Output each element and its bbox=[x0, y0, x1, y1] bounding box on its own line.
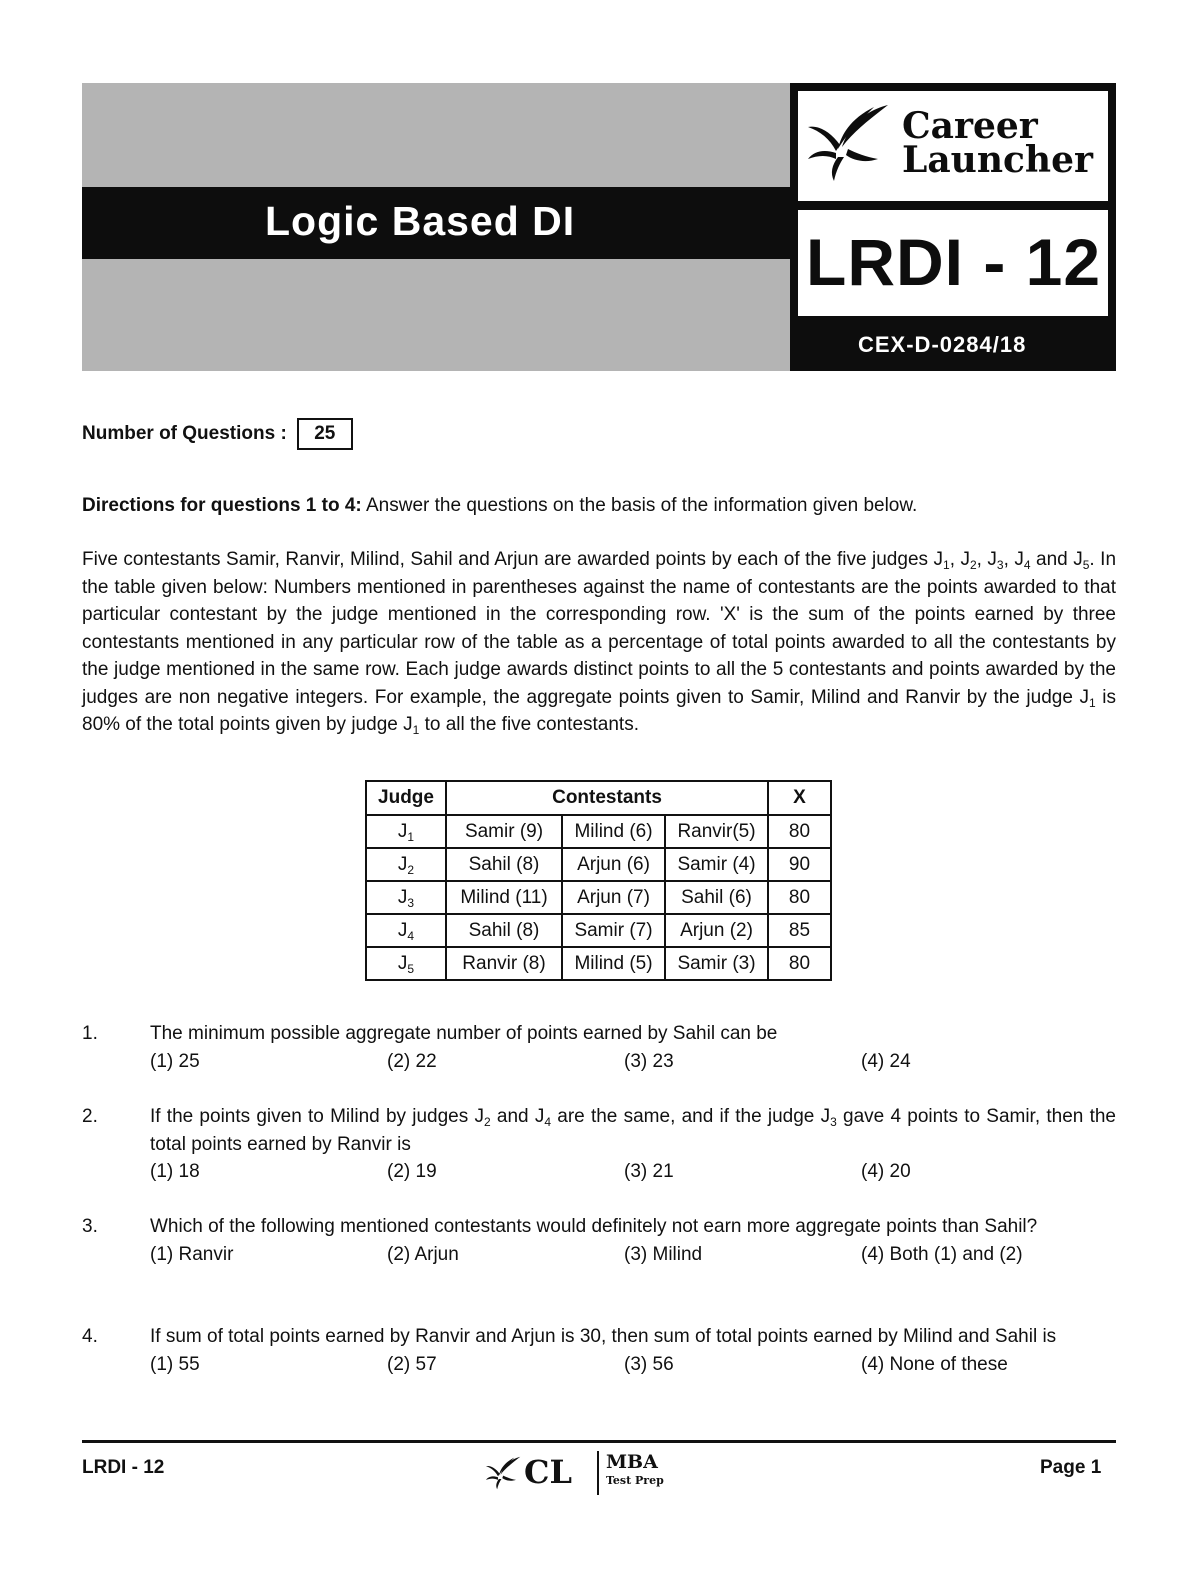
judge-label: J bbox=[397, 853, 408, 875]
contestant-cell: Milind (5) bbox=[562, 947, 665, 980]
contestant-cell: Sahil (6) bbox=[665, 881, 768, 914]
question-1 bbox=[82, 1020, 1116, 1075]
logo-mba: MBA bbox=[606, 1451, 658, 1473]
contestant-cell: Samir (4) bbox=[665, 848, 768, 881]
header-x: X bbox=[768, 781, 831, 815]
num-questions-label: Number of Questions : bbox=[82, 423, 287, 445]
answer-option[interactable]: (1) 55 bbox=[150, 1353, 200, 1375]
logo-separator bbox=[597, 1451, 599, 1495]
answer-option[interactable]: (3) 21 bbox=[624, 1161, 674, 1182]
passage-text: to all the five contestants. bbox=[419, 714, 639, 735]
question-text: If sum of total points earned by Ranvir and Arjun is 30, then sum of total points earned by Milind and Sahil is bbox=[150, 1326, 1057, 1347]
question-number: 4. bbox=[82, 1326, 98, 1347]
answer-option[interactable]: (3) 56 bbox=[624, 1353, 674, 1375]
question-number: 2. bbox=[82, 1106, 98, 1127]
contestant-cell: Ranvir (8) bbox=[446, 947, 562, 980]
directions bbox=[82, 492, 1116, 519]
page-number: Page 1 bbox=[1040, 1457, 1102, 1478]
subscript: 5 bbox=[407, 961, 415, 976]
contestant-cell: Arjun (7) bbox=[562, 881, 665, 914]
page-title: Logic Based DI bbox=[265, 198, 576, 244]
subscript: 1 bbox=[943, 558, 950, 572]
question-text bbox=[150, 1103, 1116, 1158]
subscript: 2 bbox=[483, 1115, 491, 1129]
contestant-cell: Samir (3) bbox=[665, 947, 768, 980]
judge-label: J bbox=[397, 886, 408, 908]
footer-module-code: LRDI - 12 bbox=[82, 1457, 165, 1478]
brand-line-1: Career bbox=[902, 105, 1038, 147]
header-judge: Judge bbox=[366, 781, 446, 815]
judge-label: J bbox=[397, 820, 408, 842]
subscript: 2 bbox=[969, 558, 977, 572]
directions-label: Directions for questions 1 to 4: bbox=[82, 495, 362, 516]
table-row bbox=[366, 881, 831, 914]
logo-cl: CL bbox=[524, 1453, 572, 1491]
x-cell: 80 bbox=[768, 815, 831, 848]
contestant-cell: Milind (6) bbox=[562, 815, 665, 848]
answer-option[interactable]: (4) None of these bbox=[861, 1353, 1008, 1375]
answer-option[interactable]: (2) Arjun bbox=[387, 1243, 459, 1265]
answer-option[interactable]: (2) 19 bbox=[387, 1161, 437, 1182]
table-row bbox=[366, 815, 831, 848]
passage-text: , J bbox=[949, 549, 970, 570]
subscript: 4 bbox=[544, 1115, 552, 1129]
judge-cell bbox=[366, 848, 446, 881]
passage-text: , J bbox=[976, 549, 997, 570]
subscript: 3 bbox=[407, 895, 415, 910]
subscript: 1 bbox=[1089, 695, 1096, 710]
judge-cell bbox=[366, 914, 446, 947]
answer-options bbox=[150, 1241, 1116, 1269]
subscript: 1 bbox=[412, 723, 420, 737]
number-of-questions bbox=[82, 418, 353, 450]
subscript: 5 bbox=[1082, 558, 1090, 572]
question-text-part: If the points given to Milind by judges J bbox=[150, 1106, 484, 1127]
answer-option[interactable]: (3) Milind bbox=[624, 1243, 703, 1265]
subscript: 3 bbox=[996, 558, 1004, 572]
contestant-cell: Ranvir(5) bbox=[665, 815, 768, 848]
question-4 bbox=[82, 1323, 1116, 1378]
question-3 bbox=[82, 1213, 1116, 1268]
contestant-cell: Arjun (2) bbox=[665, 914, 768, 947]
answer-option[interactable]: (3) 23 bbox=[624, 1050, 674, 1072]
code-panel bbox=[798, 210, 1108, 316]
cl-mba-logo bbox=[484, 1447, 674, 1499]
answer-option[interactable]: (1) 25 bbox=[150, 1050, 200, 1072]
judge-label: J bbox=[397, 952, 408, 974]
answer-option[interactable]: (4) 20 bbox=[861, 1161, 911, 1182]
judge-cell bbox=[366, 815, 446, 848]
module-code: LRDI - 12 bbox=[806, 225, 1102, 299]
subscript: 1 bbox=[407, 829, 415, 844]
num-questions-value: 25 bbox=[297, 418, 353, 450]
contestant-cell: Arjun (6) bbox=[562, 848, 665, 881]
judge-cell bbox=[366, 881, 446, 914]
passage bbox=[82, 546, 1116, 739]
footer-divider bbox=[82, 1440, 1116, 1443]
answer-options bbox=[150, 1048, 1116, 1076]
swirl-small-icon bbox=[484, 1455, 524, 1491]
career-launcher-logo bbox=[798, 91, 1108, 201]
question-text-part: and J bbox=[490, 1106, 545, 1127]
header-contestants: Contestants bbox=[446, 781, 768, 815]
question-number: 1. bbox=[82, 1023, 98, 1044]
reference-code: CEX-D-0284/18 bbox=[858, 332, 1027, 357]
passage-text: is 80% of the total points given by judge J bbox=[82, 686, 1117, 735]
answer-option[interactable]: (2) 22 bbox=[387, 1050, 437, 1072]
passage-text: . In the table given below: Numbers mentioned in parentheses against the name of contestants are the points awarded to that particular contestant by the judge mentioned in the corresponding row. 'X' is the sum of the points earned by three contestants mentioned in any particular row of the table as a percentage of total points awarded to all the contestants by the judge mentioned in the same row. Each judge awards distinct points to all the 5 contestants and points awarded by the judges are non negative integers. For example, the aggregate points given to Samir, Milind and Ranvir by the judge J bbox=[82, 549, 1117, 708]
table-row bbox=[366, 848, 831, 881]
subscript: 4 bbox=[407, 928, 415, 943]
logo-test-prep: Test Prep bbox=[606, 1474, 664, 1487]
contestant-cell: Samir (9) bbox=[446, 815, 562, 848]
table-header-row bbox=[366, 781, 831, 815]
question-text-part: gave 4 points to Samir, then the total points earned by Ranvir is bbox=[150, 1106, 1116, 1155]
answer-option[interactable]: (2) 57 bbox=[387, 1353, 437, 1375]
swirl-logo-icon bbox=[804, 101, 896, 185]
question-text-part: are the same, and if the judge J bbox=[551, 1106, 831, 1127]
question-2 bbox=[82, 1103, 1116, 1186]
answer-option[interactable]: (4) 24 bbox=[861, 1050, 911, 1072]
subscript: 4 bbox=[1023, 558, 1031, 572]
x-cell: 80 bbox=[768, 947, 831, 980]
passage-text: Five contestants Samir, Ranvir, Milind, Sahil and Arjun are awarded points by each of the five judges J bbox=[82, 549, 943, 570]
passage-text: , J bbox=[1003, 549, 1024, 570]
question-text: Which of the following mentioned contestants would definitely not earn more aggregate points than Sahil? bbox=[150, 1216, 1038, 1237]
brand-line-2: Launcher bbox=[902, 139, 1093, 181]
x-cell: 80 bbox=[768, 881, 831, 914]
answer-options bbox=[150, 1351, 1116, 1379]
judges-table bbox=[365, 780, 832, 981]
answer-option[interactable]: (4) Both (1) and (2) bbox=[861, 1243, 1023, 1265]
judge-label: J bbox=[397, 919, 408, 941]
x-cell: 90 bbox=[768, 848, 831, 881]
contestant-cell: Samir (7) bbox=[562, 914, 665, 947]
x-cell: 85 bbox=[768, 914, 831, 947]
contestant-cell: Sahil (8) bbox=[446, 848, 562, 881]
directions-text: Answer the questions on the basis of the information given below. bbox=[361, 495, 918, 516]
subscript: 2 bbox=[407, 862, 415, 877]
table-row bbox=[366, 914, 831, 947]
judge-cell bbox=[366, 947, 446, 980]
question-text: The minimum possible aggregate number of points earned by Sahil can be bbox=[150, 1023, 778, 1044]
answer-option[interactable]: (1) 18 bbox=[150, 1161, 200, 1182]
subscript: 3 bbox=[830, 1115, 837, 1129]
answer-option[interactable]: (1) Ranvir bbox=[150, 1243, 234, 1265]
passage-text: and J bbox=[1030, 549, 1083, 570]
table-row bbox=[366, 947, 831, 980]
contestant-cell: Milind (11) bbox=[446, 881, 562, 914]
answer-options bbox=[150, 1158, 1116, 1186]
contestant-cell: Sahil (8) bbox=[446, 914, 562, 947]
question-number: 3. bbox=[82, 1216, 98, 1237]
